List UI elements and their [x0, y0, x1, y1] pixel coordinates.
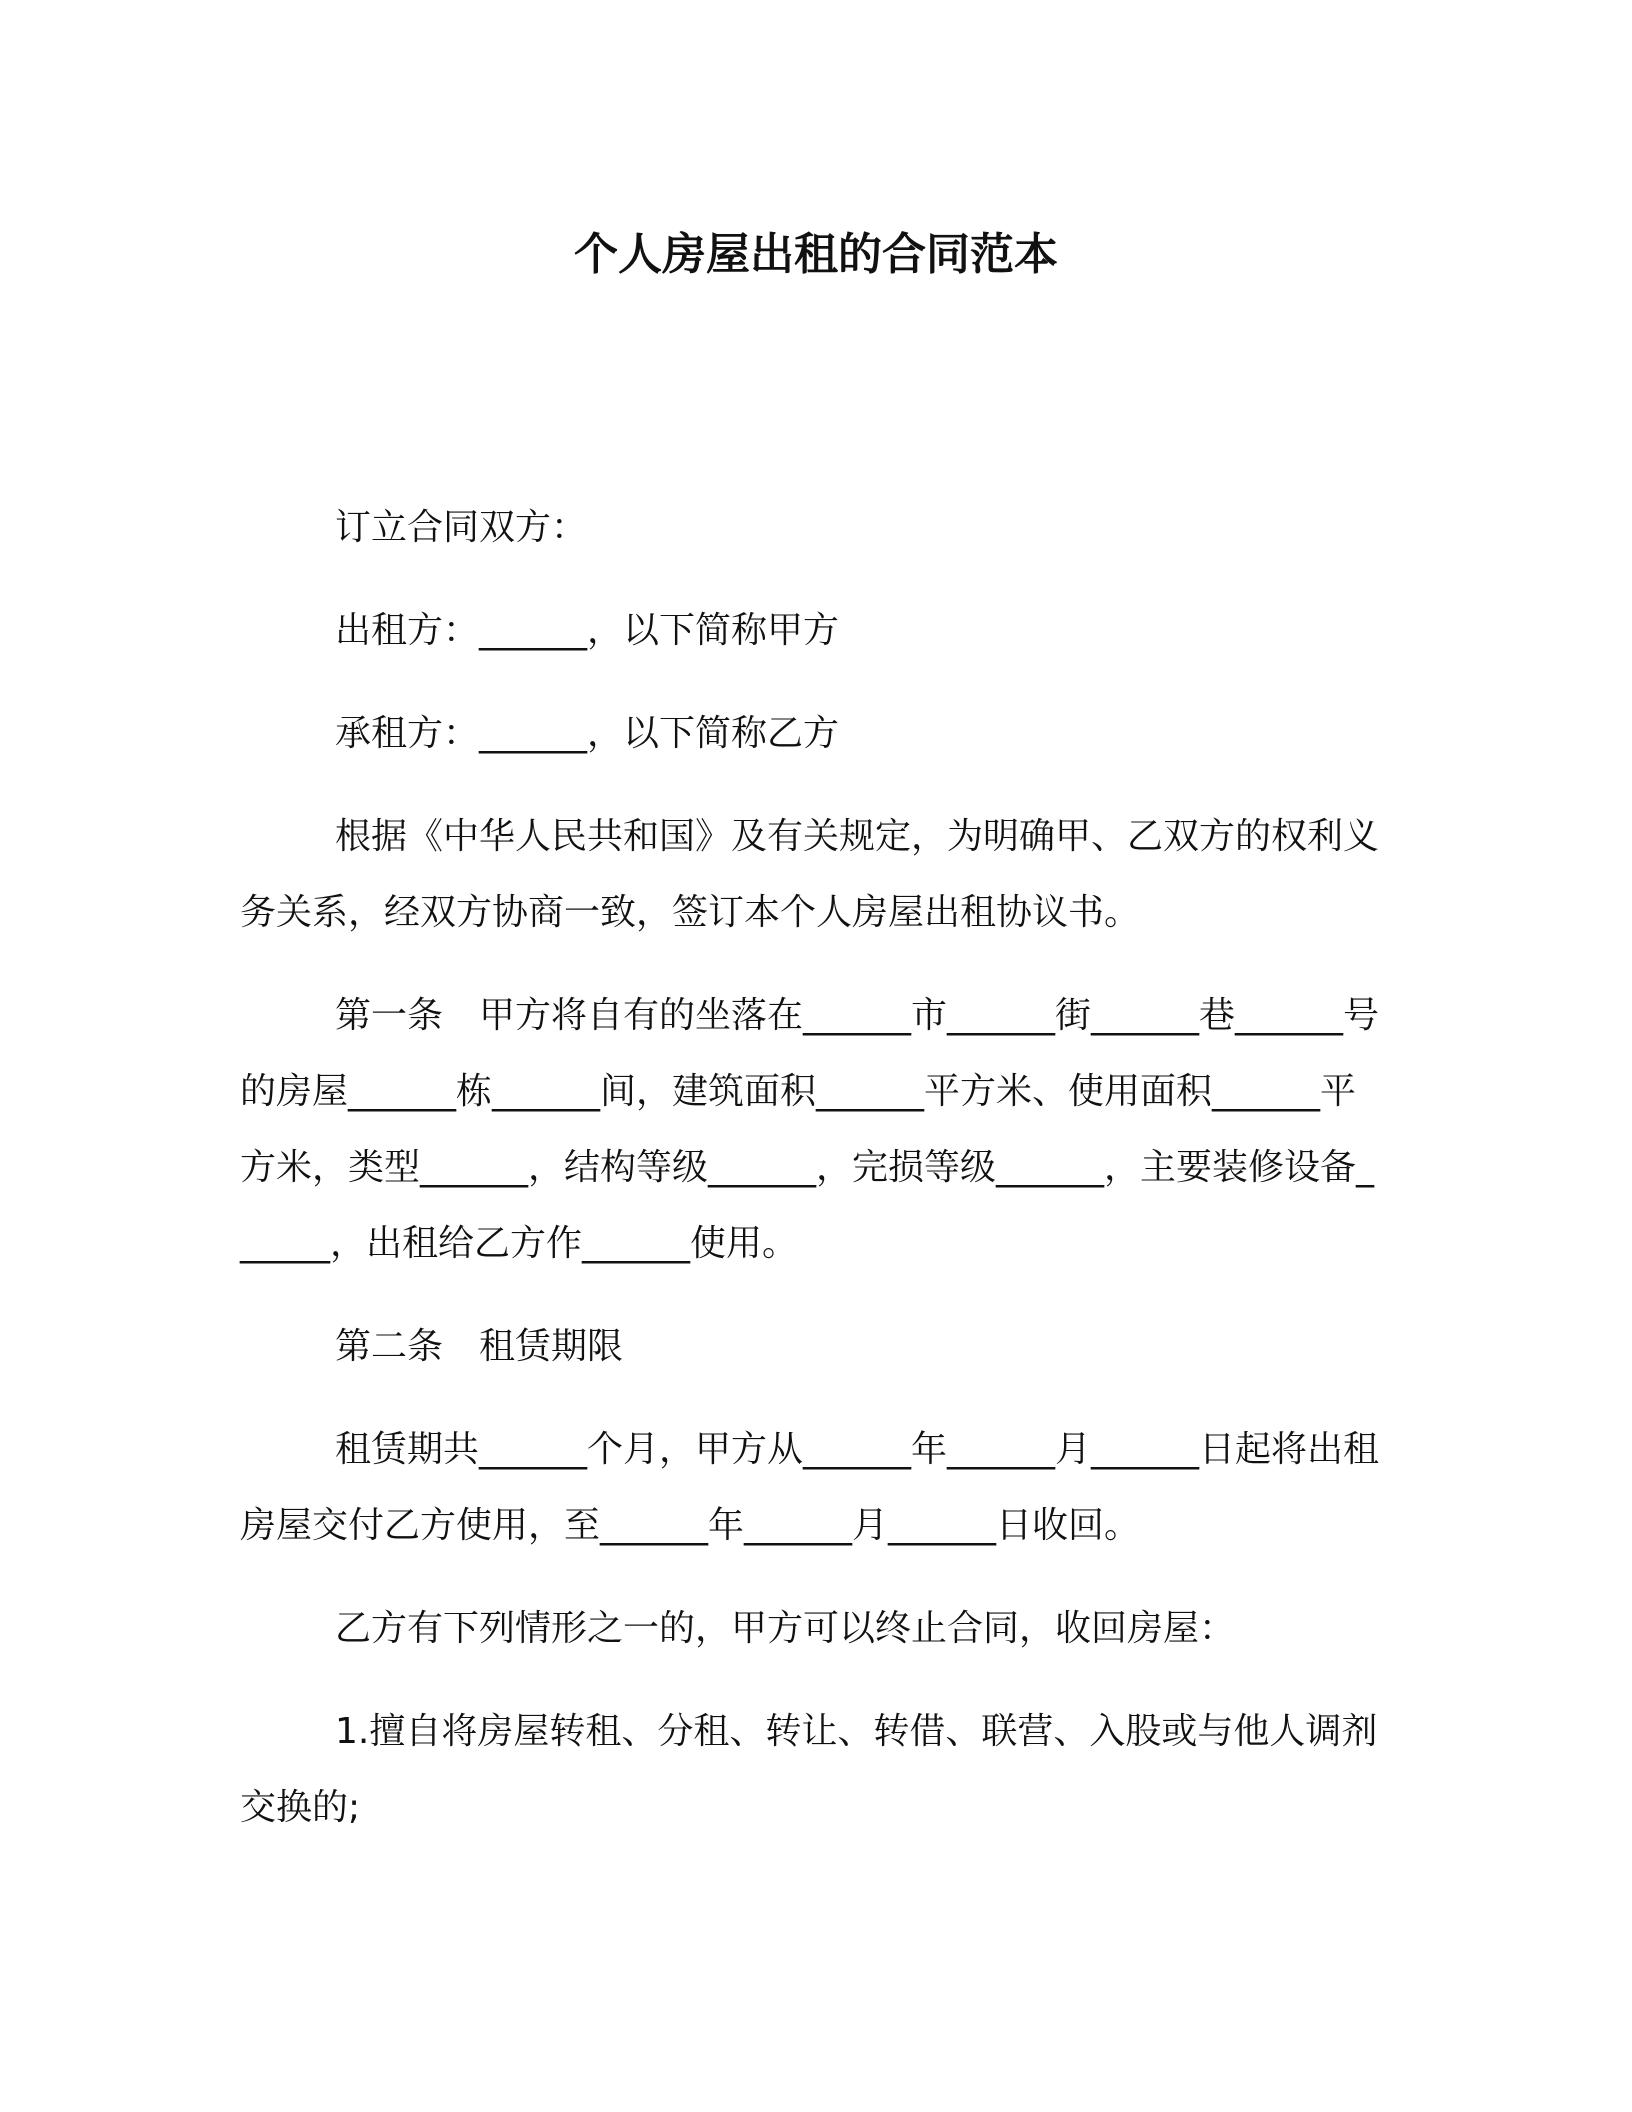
article-two-heading: 第二条 租赁期限: [335, 1326, 624, 1367]
lease-term-paragraph: 租赁期共______个月，甲方从______年______月______日起将出租房屋交付乙方使用，至______年______月______日收回。: [240, 1429, 1380, 1546]
termination-intro: 乙方有下列情形之一的，甲方可以终止合同，收回房屋：: [335, 1608, 1236, 1649]
document-title: 个人房屋出租的合同范本: [574, 229, 1058, 280]
parties-heading: 订立合同双方：: [335, 507, 588, 548]
article-one-paragraph: 第一条 甲方将自有的坐落在______市______街______巷______号的房屋______栋______间，建筑面积______平方米、使用面积______平方米，类型______，结构等级______，完损等级______，主要装修设备______，出租给乙方作______使用。: [240, 995, 1380, 1264]
document-body: [240, 490, 1390, 1873]
preamble-paragraph: 根据《中华人民共和国》及有关规定，为明确甲、乙双方的权利义务关系，经双方协商一致，签订本个人房屋出租协议书。: [240, 816, 1380, 933]
lessor-line: 出租方：______，以下简称甲方: [335, 610, 840, 651]
lessee-line: 承租方：______，以下简称乙方: [335, 713, 840, 754]
termination-item-1: 1.擅自将房屋转租、分租、转让、转借、联营、入股或与他人调剂交换的;: [240, 1711, 1378, 1828]
